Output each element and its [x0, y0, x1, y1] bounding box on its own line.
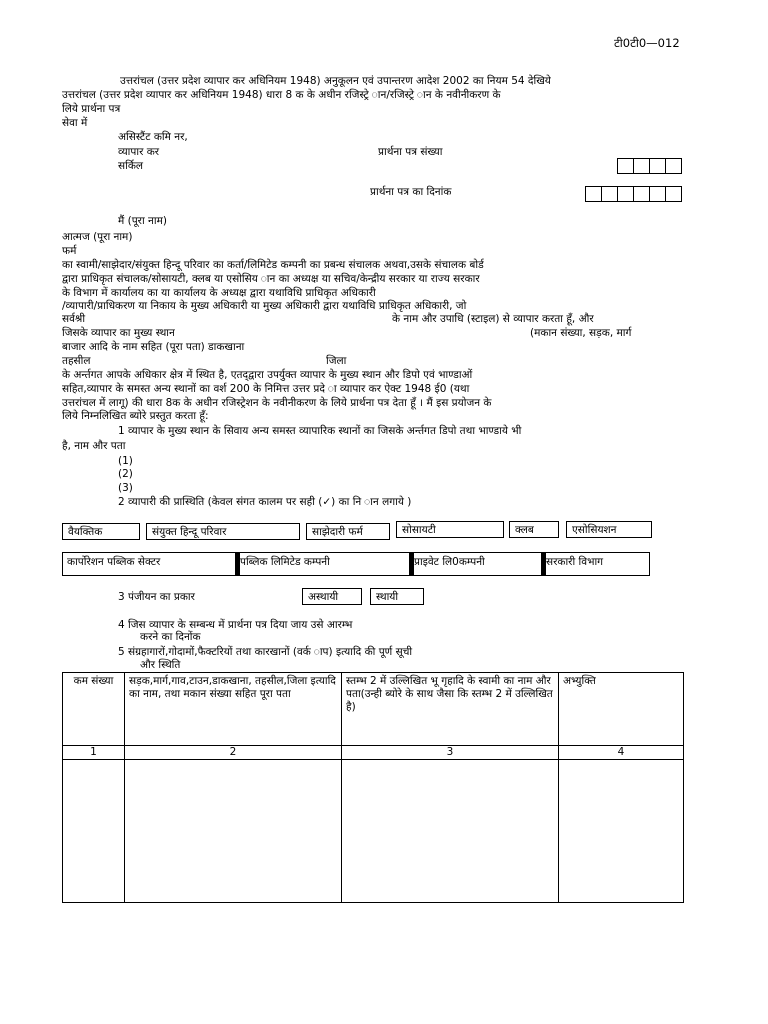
- para2-line: उत्तरांचल में लागू) की धारा 8क के अधीन रजिस्ट्रेशन के नवीनीकरण के लिये प्रार्थना पत्र देता हूँ । मैं इस प्रयोजन के: [62, 396, 492, 409]
- column-number: 3: [342, 746, 559, 760]
- tehsil-label: तहसील: [62, 355, 91, 367]
- heading-line-3: लिये प्रार्थना पत्र: [62, 103, 121, 115]
- item-5-line-1: 5 संग्रहागारों,गोदामों,फैक्टरियों तथा कारखानों (वर्क ाप) इत्यादि की पूर्ण सूची: [118, 646, 413, 658]
- status-option-association[interactable]: एसोसियशन: [566, 521, 652, 538]
- main-place-label: जिसके व्यापार का मुख्य स्थान: [62, 327, 175, 339]
- market-post-label: बाजार आदि के नाम सहित (पूरा पता) डाकखाना: [62, 341, 245, 353]
- status-option-society[interactable]: सोसायटी: [396, 521, 504, 538]
- status-option-private-ltd[interactable]: प्राइवेट लि0कम्पनी: [414, 556, 485, 568]
- item-1-line-1: 1 व्यापार के मुख्य स्थान के सिवाय अन्य समस्त व्यापारिक स्थानों का जिसके अर्न्तगत डिपो तथा भाण्डाये भी: [118, 425, 522, 437]
- application-number-label: प्रार्थना पत्र संख्या: [378, 146, 443, 158]
- table-header: कम संख्या: [63, 673, 125, 746]
- para2-line: के अर्न्तगत आपके अधिकार क्षेत्र में स्थित है, एतद्‌द्वारा उपर्युक्त व्यापार के मुख्य स्थान और डिपो एवं भाण्डाओं: [62, 369, 473, 381]
- para1-line: के विभाग में कार्यालय का या कार्यालय के अध्यक्ष द्वारा यथाविधि प्राधिकृत अधिकारी: [62, 286, 376, 299]
- table-header: स्तम्भ 2 में उल्लिखित भू गृहादि के स्वामी का नाम और पता(उन्ही ब्योरे के साथ जैसा कि स्तम्भ 2 में उल्लिखित है): [342, 673, 559, 746]
- item-1-line-2: है, नाम और पता: [62, 440, 126, 452]
- table-header: सड़क,मार्ग,गाव,टाउन,डाकखाना, तहसील,जिला इत्यादि का नाम, तथा मकान संख्या सहित पूरा पता: [125, 673, 342, 746]
- status-option-public-sector[interactable]: कार्पोरेशन पब्लिक सेक्टर: [67, 556, 161, 568]
- table-cell[interactable]: [63, 760, 125, 903]
- status-option-club[interactable]: क्लब: [509, 521, 559, 538]
- house-number-label: (मकान संख्या, सड़क, मार्ग: [530, 327, 632, 339]
- circle-label: सर्किल: [118, 160, 144, 172]
- name-style-label: के नाम और उपाधि (स्टाइल) से व्यापार करता हूँ, और: [392, 313, 594, 325]
- registration-temporary[interactable]: अस्थायी: [302, 588, 362, 605]
- to-label: सेवा में: [62, 117, 88, 129]
- applicant-name-label: मैं (पूरा नाम): [118, 215, 167, 227]
- item-3-label: 3 पंजीयन का प्रकार: [118, 591, 195, 603]
- trade-tax-label: व्यापार कर: [118, 146, 160, 158]
- sarvashri-label: सर्वश्री: [62, 313, 86, 325]
- district-label: जिला: [326, 355, 347, 367]
- item-5-line-2: और स्थिति: [140, 659, 181, 671]
- firm-label: फर्म: [62, 245, 77, 257]
- status-row-2: [62, 552, 650, 576]
- status-option-government[interactable]: सरकारी विभाग: [546, 556, 604, 568]
- application-number-boxes[interactable]: [618, 158, 682, 174]
- declaration-paragraph-2: [62, 369, 491, 424]
- application-date-label: प्रार्थना पत्र का दिनांक: [370, 186, 452, 198]
- table-header-row: [63, 673, 684, 746]
- para1-line: /व्यापारी/प्राधिकरण या निकाय के मुख्य अधिकारी या मुख्य अधिकारी द्वारा यथाविधि प्राधिकृत अधिकारी, जो: [62, 300, 467, 313]
- status-option-partnership[interactable]: साझेदारी फर्म: [306, 523, 390, 540]
- para1-line: द्वारा प्राधिकृत संचालक/सोसायटी, क्लब या एसोसिय ान का अध्यक्ष या सचिव/केन्द्रीय सरकार या राज्य सरकार: [62, 272, 480, 285]
- para2-line: सहित,व्यापार के समस्त अन्य स्थानों का वर्श 200 के निमित्त उत्तर प्रदे ा व्यापार कर ऐक्ट 1948 ई0 (यथा: [62, 382, 470, 395]
- officer-label: असिस्टैंट कमि नर,: [118, 131, 188, 143]
- table-header: अभ्युक्ति: [559, 673, 684, 746]
- para1-line: का स्वामी/साझेदार/संयुक्त हिन्दू परिवार का कर्ता/लिमिटेड कम्पनी का प्रबन्ध संचालक अथवा,उसके संचालक बोर्ड: [62, 259, 484, 271]
- heading-line-2: उत्तरांचल (उत्तर प्रदेश व्यापार कर अधिनियम 1948) धारा 8 क के अधीन रजिस्ट्रे ान/रजिस्ट्रे ान के नवीनीकरण के: [62, 89, 501, 101]
- sub-item-3: (3): [118, 482, 133, 494]
- godowns-table: [62, 672, 684, 903]
- table-cell[interactable]: [342, 760, 559, 903]
- column-number: 4: [559, 746, 684, 760]
- status-option-individual[interactable]: वैयक्तिक: [62, 523, 140, 540]
- application-date-boxes[interactable]: [586, 186, 682, 202]
- item-2-label: 2 व्यापारी की प्रास्थिति (केवल संगत कालम पर सही (✓) का नि ान लगाये ): [118, 496, 412, 508]
- son-of-label: आत्मज (पूरा नाम): [62, 231, 133, 243]
- item-4-line-2: करने का दिनोंक: [140, 631, 201, 643]
- heading-line-1: उत्तरांचल (उत्तर प्रदेश व्यापार कर अधिनियम 1948) अनुकूलन एवं उपान्तरण आदेश 2002 का नियम 54 देखिये: [120, 75, 551, 87]
- table-row: [63, 760, 684, 903]
- table-cell[interactable]: [125, 760, 342, 903]
- para2-line: लिये निम्नलिखित ब्योरे प्रस्तुत करता हूँ:: [62, 410, 209, 423]
- item-4-line-1: 4 जिस व्यापार के सम्बन्ध में प्रार्थना पत्र दिया जाय उसे आरम्भ: [118, 619, 353, 631]
- table-column-number-row: [63, 746, 684, 760]
- registration-permanent[interactable]: स्थायी: [370, 588, 424, 605]
- status-option-public-ltd[interactable]: पब्लिक लिमिटेड कम्पनी: [240, 556, 330, 568]
- sub-item-1: (1): [118, 455, 133, 467]
- column-number: 1: [63, 746, 125, 760]
- declaration-paragraph-1: [62, 259, 484, 314]
- form-code: टी0टी0—012: [614, 36, 680, 50]
- table-cell[interactable]: [559, 760, 684, 903]
- sub-item-2: (2): [118, 468, 133, 480]
- column-number: 2: [125, 746, 342, 760]
- status-option-huf[interactable]: संयुक्त हिन्दू परिवार: [146, 523, 300, 540]
